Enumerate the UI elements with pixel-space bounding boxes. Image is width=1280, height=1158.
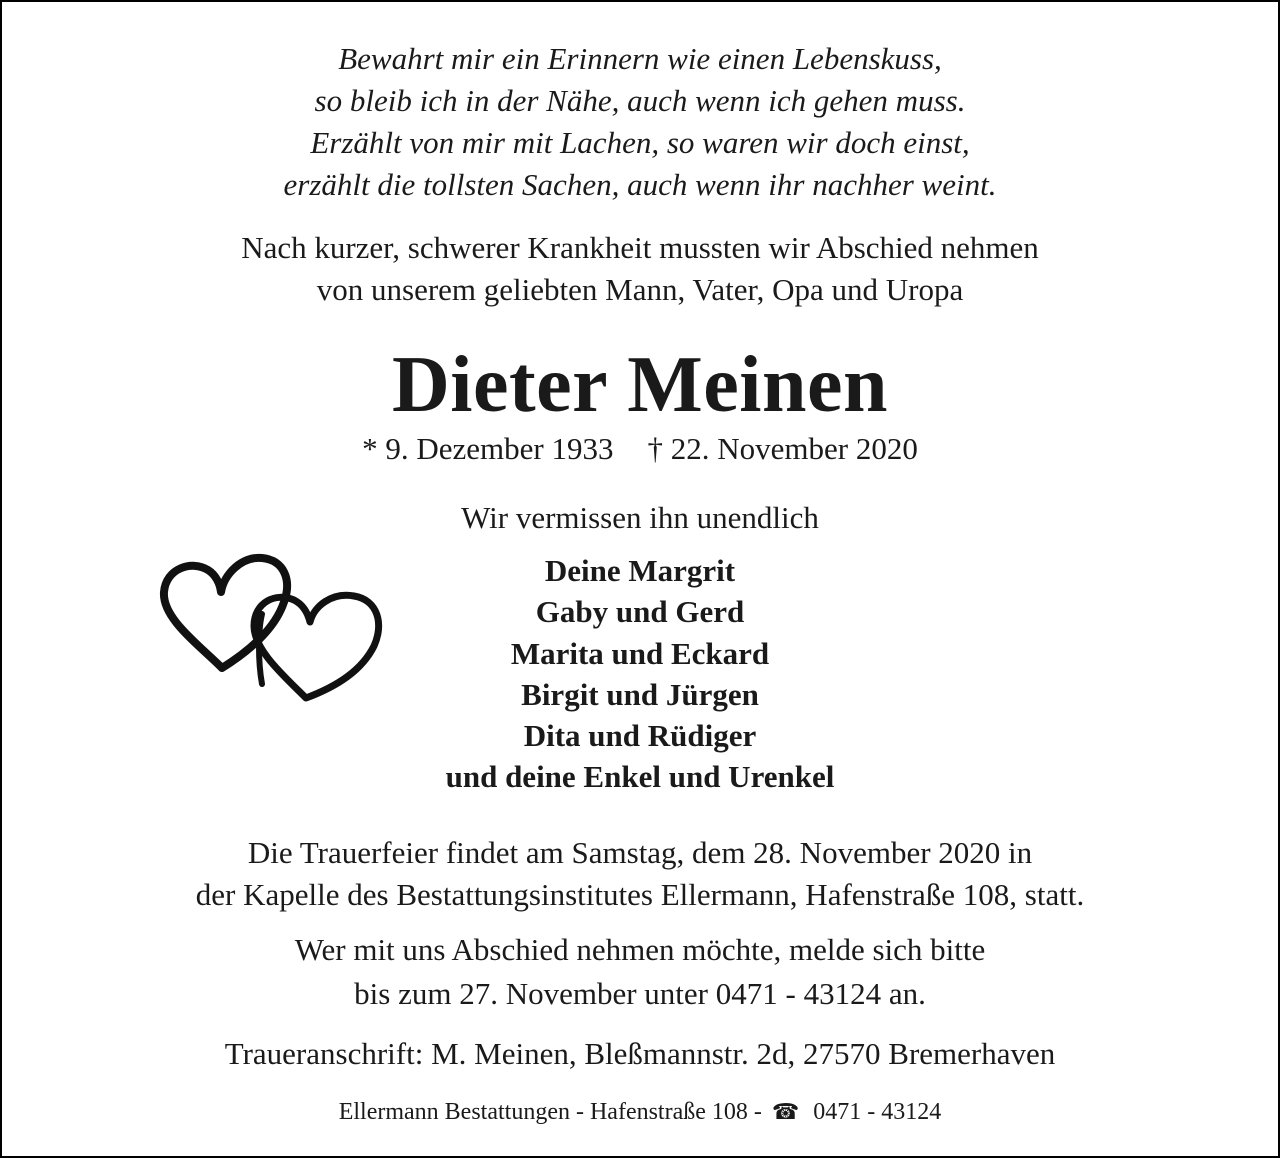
ceremony-line: der Kapelle des Bestattungsinstitutes Ellermann, Hafenstraße 108, statt. [195, 877, 1085, 912]
death-date: † 22. November 2020 [647, 431, 918, 466]
birth-date: * 9. Dezember 1933 [362, 431, 614, 466]
footer-company: Ellermann Bestattungen - Hafenstraße 108 - [338, 1099, 762, 1125]
poem-line: so bleib ich in der Nähe, auch wenn ich gehen muss. [314, 83, 966, 118]
ceremony-line: Die Trauerfeier findet am Samstag, dem 28. November 2020 in [247, 835, 1033, 870]
intro-text [0, 227, 1280, 311]
family-list [0, 550, 1280, 798]
rsvp-line: Wer mit uns Abschied nehmen möchte, melde sich bitte [294, 932, 986, 967]
poem [0, 38, 1280, 206]
family-member: Dita und Rüdiger [523, 718, 757, 754]
intro-line: Nach kurzer, schwerer Krankheit mussten wir Abschied nehmen [241, 230, 1039, 265]
telephone-icon: ☎ [771, 1099, 800, 1124]
ceremony-info [0, 832, 1280, 916]
poem-line: erzählt die tollsten Sachen, auch wenn ihr nachher weint. [283, 167, 997, 202]
rsvp-info [0, 928, 1280, 1016]
mourning-address: Traueranschrift: M. Meinen, Bleßmannstr. 2d, 27570 Bremerhaven [224, 1036, 1056, 1071]
miss-line: Wir vermissen ihn unendlich [461, 500, 819, 535]
rsvp-line: bis zum 27. November unter 0471 - 43124 an. [354, 976, 926, 1011]
family-member: Deine Margrit [544, 553, 736, 588]
family-member: Gaby und Gerd [535, 594, 745, 630]
poem-line: Bewahrt mir ein Erinnern wie einen Lebenskuss, [338, 41, 942, 76]
family-member: und deine Enkel und Urenkel [445, 759, 835, 795]
deceased-name: Dieter Meinen [392, 341, 888, 429]
intro-line: von unserem geliebten Mann, Vater, Opa und Uropa [316, 272, 964, 307]
life-dates [0, 428, 1280, 470]
footer-funeral-home [0, 1094, 1280, 1130]
poem-line: Erzählt von mir mit Lachen, so waren wir doch einst, [310, 125, 970, 160]
family-member: Marita und Eckard [510, 635, 770, 671]
footer-phone: 0471 - 43124 [813, 1099, 942, 1125]
family-member: Birgit und Jürgen [521, 676, 759, 712]
